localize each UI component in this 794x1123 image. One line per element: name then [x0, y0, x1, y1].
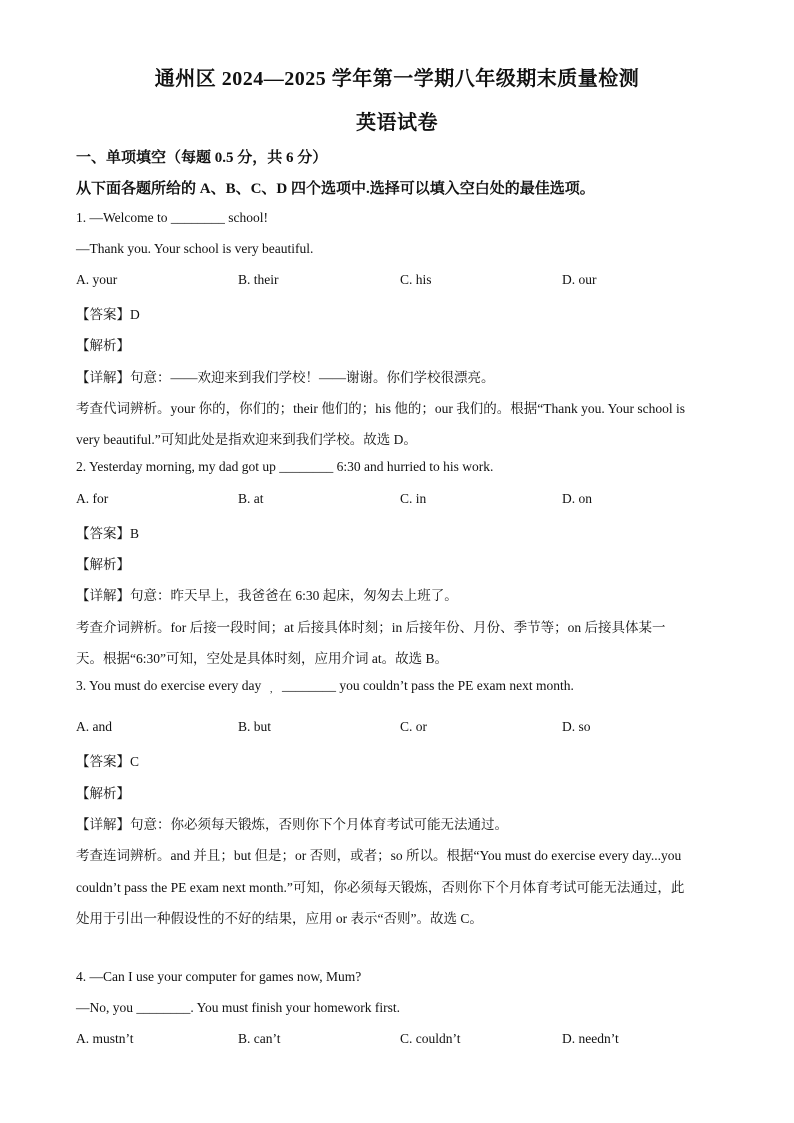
question-1-option-c: C. his	[400, 272, 432, 287]
question-4-option-d: D. needn’t	[562, 1031, 619, 1046]
question-1-detail-1: 【详解】句意：——欢迎来到我们学校！——谢谢。你们学校很漂亮。	[76, 370, 495, 385]
question-2-option-c: C. in	[400, 491, 427, 506]
question-3-answer: 【答案】C	[76, 754, 140, 769]
question-2-option-d: D. on	[562, 491, 592, 506]
question-4-option-b: B. can’t	[238, 1031, 281, 1046]
question-1-option-d: D. our	[562, 272, 597, 287]
question-2-answer: 【答案】B	[76, 526, 140, 541]
question-3-option-c: C. or	[400, 719, 427, 734]
question-2-option-a: A. for	[76, 491, 109, 506]
question-3-option-b: B. but	[238, 719, 272, 734]
question-2-option-b: B. at	[238, 491, 264, 506]
question-1-detail-3: very beautiful.”可知此处是指欢迎来到我们学校。故选 D。	[76, 432, 417, 447]
question-2-stem: 2. Yesterday morning, my dad got up ________ 6:30 and hurried to his work.	[76, 459, 494, 474]
question-2-analysis-label: 【解析】	[76, 557, 130, 572]
question-1-option-a: A. your	[76, 272, 118, 287]
question-2-detail-1: 【详解】句意：昨天早上，我爸爸在 6:30 起床，匆匆去上班了。	[76, 588, 458, 603]
question-1-reply: —Thank you. Your school is very beautiful.	[76, 241, 314, 256]
section-heading: 一、单项填空（每题 0.5 分，共 6 分）	[76, 150, 328, 166]
question-1-detail-2: 考查代词辨析。your 你的，你们的；their 他们的；his 他的；our 我们的。根据“Thank you. Your school is	[76, 401, 685, 416]
question-1-analysis-label: 【解析】	[76, 338, 130, 353]
question-3-option-d: D. so	[562, 719, 591, 734]
question-1-option-b: B. their	[238, 272, 279, 287]
question-2-detail-2: 考查介词辨析。for 后接一段时间；at 后接具体时刻；in 后接年份、月份、季节等；on 后接具体某一	[76, 620, 666, 635]
question-3-stem-part-2: ________ you couldn’t pass the PE exam next month.	[282, 678, 574, 693]
question-4-reply: —No, you ________. You must finish your homework first.	[76, 1000, 401, 1015]
question-4-stem: 4. —Can I use your computer for games now, Mum?	[76, 969, 362, 984]
question-1-stem: 1. —Welcome to ________ school!	[76, 210, 269, 225]
question-3-analysis-label: 【解析】	[76, 786, 130, 801]
exam-subtitle: 英语试卷	[356, 112, 438, 134]
question-3-stem-part-1: 3. You must do exercise every day	[76, 678, 262, 693]
question-3-detail-3: couldn’t pass the PE exam next month.”可知，你必须每天锻炼，否则你下个月体育考试可能无法通过，此	[76, 880, 685, 895]
question-3-detail-2: 考查连词辨析。and 并且；but 但是；or 否则，或者；so 所以。根据“You must do exercise every day...you	[76, 848, 682, 863]
question-3-stem-comma: ,	[270, 684, 273, 695]
question-3-detail-4: 处用于引出一种假设性的不好的结果，应用 or 表示“否则”。故选 C。	[76, 911, 483, 926]
question-2-detail-3: 天。根据“6:30”可知，空处是具体时刻，应用介词 at。故选 B。	[76, 651, 448, 666]
question-4-option-c: C. couldn’t	[400, 1031, 461, 1046]
question-3-option-a: A. and	[76, 719, 112, 734]
question-3-detail-1: 【详解】句意：你必须每天锻炼，否则你下个月体育考试可能无法通过。	[76, 817, 508, 832]
question-4-option-a: A. mustn’t	[76, 1031, 134, 1046]
exam-title: 通州区 2024—2025 学年第一学期八年级期末质量检测	[154, 68, 640, 90]
question-1-answer: 【答案】D	[76, 307, 140, 322]
section-instruction: 从下面各题所给的 A、B、C、D 四个选项中.选择可以填入空白处的最佳选项。	[76, 181, 595, 197]
